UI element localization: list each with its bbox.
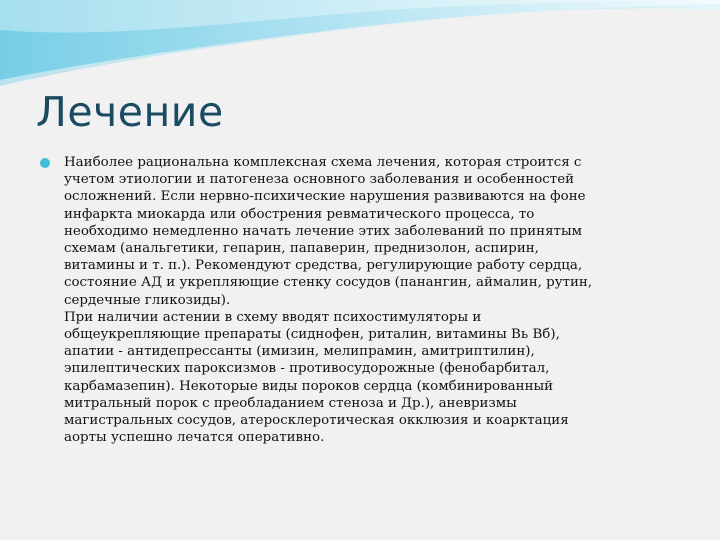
text-line: инфаркта миокарда или обострения ревматического процесса, то: [64, 206, 535, 222]
text-line: витамины и т. п.). Рекомендуют средства, регулирующие работу сердца,: [64, 258, 583, 274]
text-line: учетом этиологии и патогенеза основного заболевания и особенностей: [64, 172, 575, 188]
bullet-text: [64, 154, 690, 446]
text-line: При наличии астении в схему вводят психостимуляторы и: [64, 309, 482, 325]
text-line: сердечные гликозиды).: [64, 292, 231, 308]
bullet-item: [40, 154, 690, 446]
text-line: аорты успешно лечатся оперативно.: [64, 430, 325, 446]
text-line: состояние АД и укрепляющие стенку сосудов (панангин, аймалин, рутин,: [64, 275, 593, 291]
slide-body: [40, 154, 690, 446]
text-line: схемам (анальгетики, гепарин, папаверин, преднизолон, аспирин,: [64, 241, 539, 257]
text-line: осложнений. Если нервно-психические нарушения развиваются на фоне: [64, 189, 586, 205]
text-line: карбамазепин). Некоторые виды пороков сердца (комбинированный: [64, 378, 554, 394]
header-wave-decoration: [0, 0, 720, 90]
text-line: необходимо немедленно начать лечение этих заболеваний по принятым: [64, 223, 583, 239]
slide-title: Лечение: [36, 88, 224, 136]
text-line: магистральных сосудов, атеросклеротическая окклюзия и коарктация: [64, 413, 569, 429]
text-line: апатии - антидепрессанты (имизин, мелипрамин, амитриптилин),: [64, 344, 535, 360]
text-line: общеукрепляющие препараты (сиднофен, риталин, витамины Вь Вб),: [64, 327, 560, 343]
text-line: митральный порок с преобладанием стеноза и Др.), аневризмы: [64, 395, 517, 411]
text-line: эпилептических пароксизмов - противосудорожные (фенобарбитал,: [64, 361, 550, 377]
bullet-icon: [40, 158, 50, 168]
text-line: Наиболее рациональна комплексная схема лечения, которая строится с: [64, 155, 582, 170]
